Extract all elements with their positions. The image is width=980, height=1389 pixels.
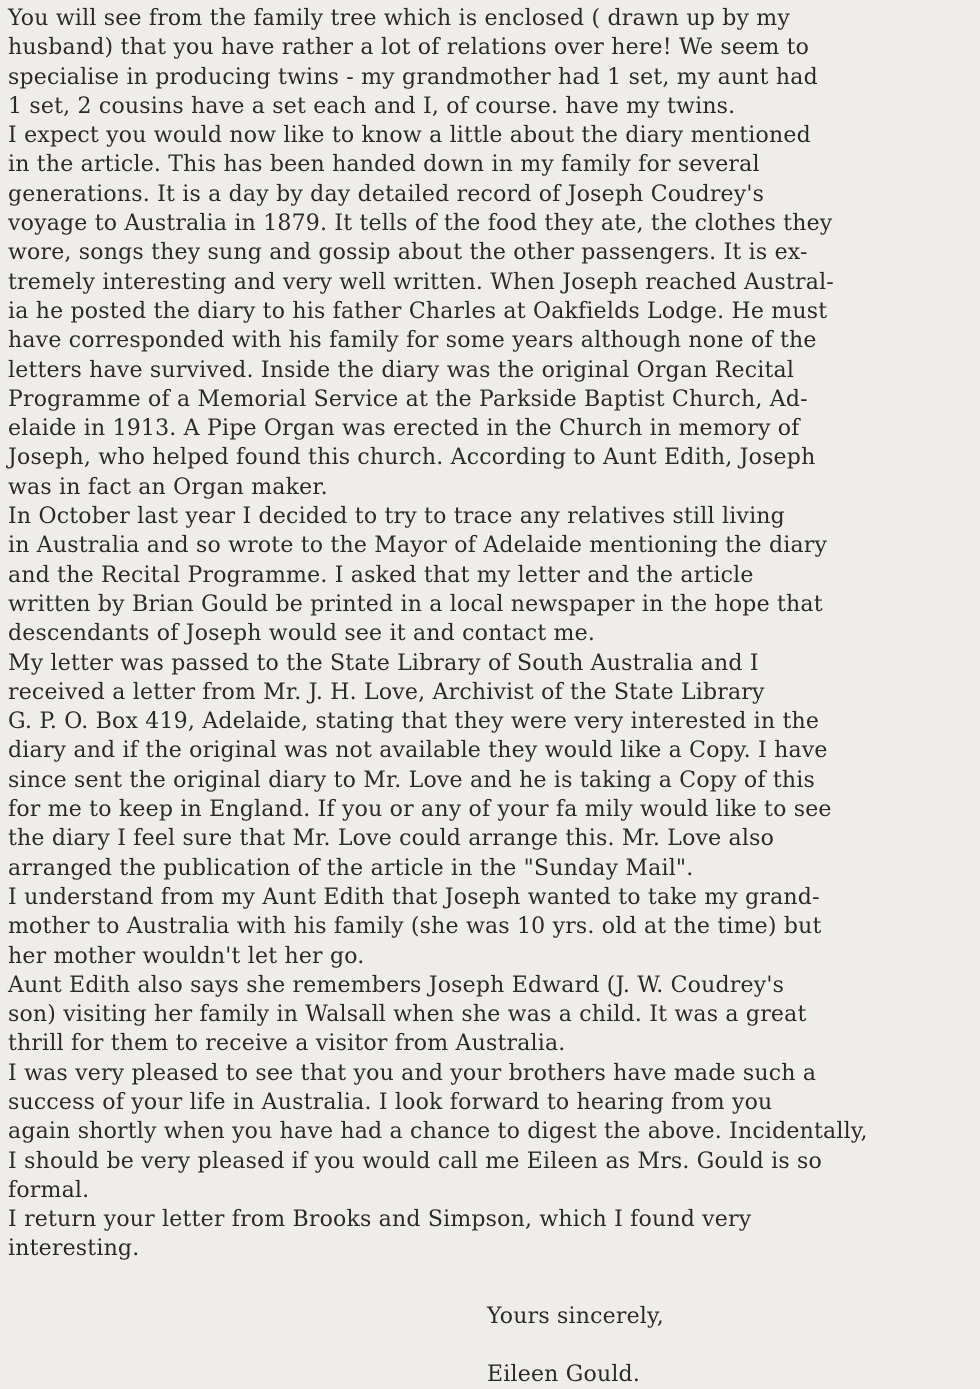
letter-line: Joseph, who helped found this church. According to Aunt Edith, Joseph [8, 445, 816, 471]
letter-line: You will see from the family tree which is enclosed ( drawn up by my [8, 6, 790, 31]
letter-line: I understand from my Aunt Edith that Joseph wanted to take my grand- [8, 884, 820, 910]
letter-line: son) visiting her family in Walsall when she was a child. It was a great [8, 1002, 807, 1028]
letter-line: have corresponded with his family for some years although none of the [8, 328, 817, 354]
letter-line: thrill for them to receive a visitor from Australia. [8, 1031, 566, 1057]
letter-line: generations. It is a day by day detailed record of Joseph Coudrey's [8, 181, 765, 207]
signature: Eileen Gould. [487, 1362, 641, 1387]
letter-line: letters have survived. Inside the diary was the original Organ Recital [8, 357, 795, 383]
letter-line: 1 set, 2 cousins have a set each and I, of course. have my twins. [8, 93, 736, 119]
letter-line: in the article. This has been handed down in my family for several [8, 152, 760, 178]
letter-line: interesting. [8, 1236, 140, 1262]
letter-line: success of your life in Australia. I look forward to hearing from you [8, 1089, 773, 1115]
letter-line: arranged the publication of the article in the "Sunday Mail". [8, 855, 694, 881]
letter-line: received a letter from Mr. J. H. Love, Archivist of the State Library [8, 679, 765, 705]
letter-line: mother to Australia with his family (she was 10 yrs. old at the time) but [8, 914, 822, 940]
letter-line: wore, songs they sung and gossip about the other passengers. It is ex- [8, 240, 808, 266]
letter-line: ia he posted the diary to his father Charles at Oakfields Lodge. He must [8, 298, 828, 324]
letter-line: in Australia and so wrote to the Mayor of Adelaide mentioning the diary [8, 533, 828, 559]
letter-line: and the Recital Programme. I asked that my letter and the article [8, 562, 754, 588]
letter-line: I return your letter from Brooks and Simpson, which I found very [8, 1207, 752, 1233]
letter-line: My letter was passed to the State Library of South Australia and I [8, 650, 759, 676]
letter-line: I was very pleased to see that you and your brothers have made such a [8, 1060, 817, 1086]
letter-line: elaide in 1913. A Pipe Organ was erected in the Church in memory of [8, 416, 800, 442]
letter-line: for me to keep in England. If you or any of your fa mily would like to see [8, 797, 832, 823]
letter-line: formal. [8, 1177, 90, 1203]
letter-line: her mother wouldn't let her go. [8, 943, 365, 969]
letter-line: tremely interesting and very well written. When Joseph reached Austral- [8, 269, 834, 295]
letter-line: In October last year I decided to try to trace any relatives still living [8, 504, 785, 530]
letter-line: diary and if the original was not available they would like a Copy. I have [8, 738, 828, 764]
letter-line: I should be very pleased if you would call me Eileen as Mrs. Gould is so [8, 1148, 822, 1174]
letter-line: descendants of Joseph would see it and contact me. [8, 621, 596, 647]
letter-line: G. P. O. Box 419, Adelaide, stating that they were very interested in the [8, 709, 820, 735]
letter-line: Programme of a Memorial Service at the Parkside Baptist Church, Ad- [8, 386, 808, 412]
letter-line: husband) that you have rather a lot of relations over here! We seem to [8, 35, 810, 61]
letter-line: I expect you would now like to know a little about the diary mentioned [8, 123, 811, 149]
letter-line: since sent the original diary to Mr. Love and he is taking a Copy of this [8, 767, 815, 793]
letter-line: voyage to Australia in 1879. It tells of the food they ate, the clothes they [8, 211, 833, 237]
letter-line: again shortly when you have had a chance to digest the above. Incidentally, [8, 1119, 868, 1145]
letter-line: specialise in producing twins - my grandmother had 1 set, my aunt had [8, 64, 818, 90]
letter-line: Aunt Edith also says she remembers Joseph Edward (J. W. Coudrey's [8, 972, 785, 998]
letter-line: written by Brian Gould be printed in a local newspaper in the hope that [8, 591, 823, 617]
closing-salutation: Yours sincerely, [487, 1304, 664, 1329]
letter-body [8, 4, 970, 1264]
letter-line: the diary I feel sure that Mr. Love could arrange this. Mr. Love also [8, 826, 775, 852]
letter-line: was in fact an Organ maker. [8, 474, 328, 500]
